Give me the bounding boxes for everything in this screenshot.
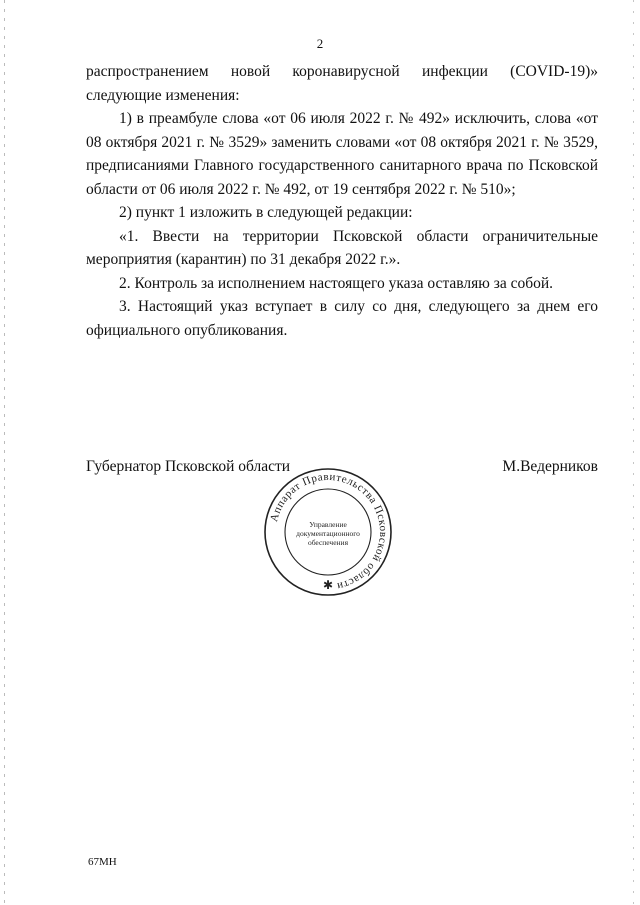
svg-text:Управление: Управление bbox=[309, 520, 347, 529]
signer-title: Губернатор Псковской области bbox=[86, 458, 291, 475]
paragraph-control: 2. Контроль за исполнением настоящего указа оставляю за собой. bbox=[119, 274, 554, 292]
footer-code: 67МН bbox=[88, 856, 117, 868]
paragraph-effective: 3. Настоящий указ вступает в силу со дня, следующего за днем его официального опубликования. bbox=[86, 298, 598, 339]
official-stamp bbox=[262, 466, 394, 598]
paragraph-item-1: 1) в преамбуле слова «от 06 июля 2022 г. № 492» исключить, слова «от 08 октября 2021 г. № 3529» заменить словами «от 08 октября 2021 г. № 3529, предписаниями Главного государственного санитарного врача по Псковской области от 06 июля 2022 г. № 492, от 19 сентября 2022 г. № 510»; bbox=[86, 110, 598, 198]
scan-edge-left bbox=[4, 0, 5, 905]
scan-edge-right bbox=[633, 0, 634, 905]
svg-text:✱: ✱ bbox=[322, 578, 334, 592]
paragraph-item-2: 2) пункт 1 изложить в следующей редакции: bbox=[119, 204, 413, 221]
document-body bbox=[86, 60, 598, 342]
svg-text:документационного: документационного bbox=[296, 529, 360, 538]
svg-text:Аппарат Правительства Псковско: Аппарат Правительства Псковской области bbox=[268, 470, 390, 593]
paragraph-continuation: распространением новой коронавирусной инфекции (COVID-19)» следующие изменения: bbox=[86, 63, 598, 104]
page-number: 2 bbox=[316, 36, 324, 51]
paragraph-quote: «1. Ввести на территории Псковской области ограничительные мероприятия (карантин) по 31 декабря 2022 г.». bbox=[86, 227, 598, 268]
svg-text:обеспечения: обеспечения bbox=[307, 538, 349, 547]
signer-name: М.Ведерников bbox=[502, 458, 598, 475]
